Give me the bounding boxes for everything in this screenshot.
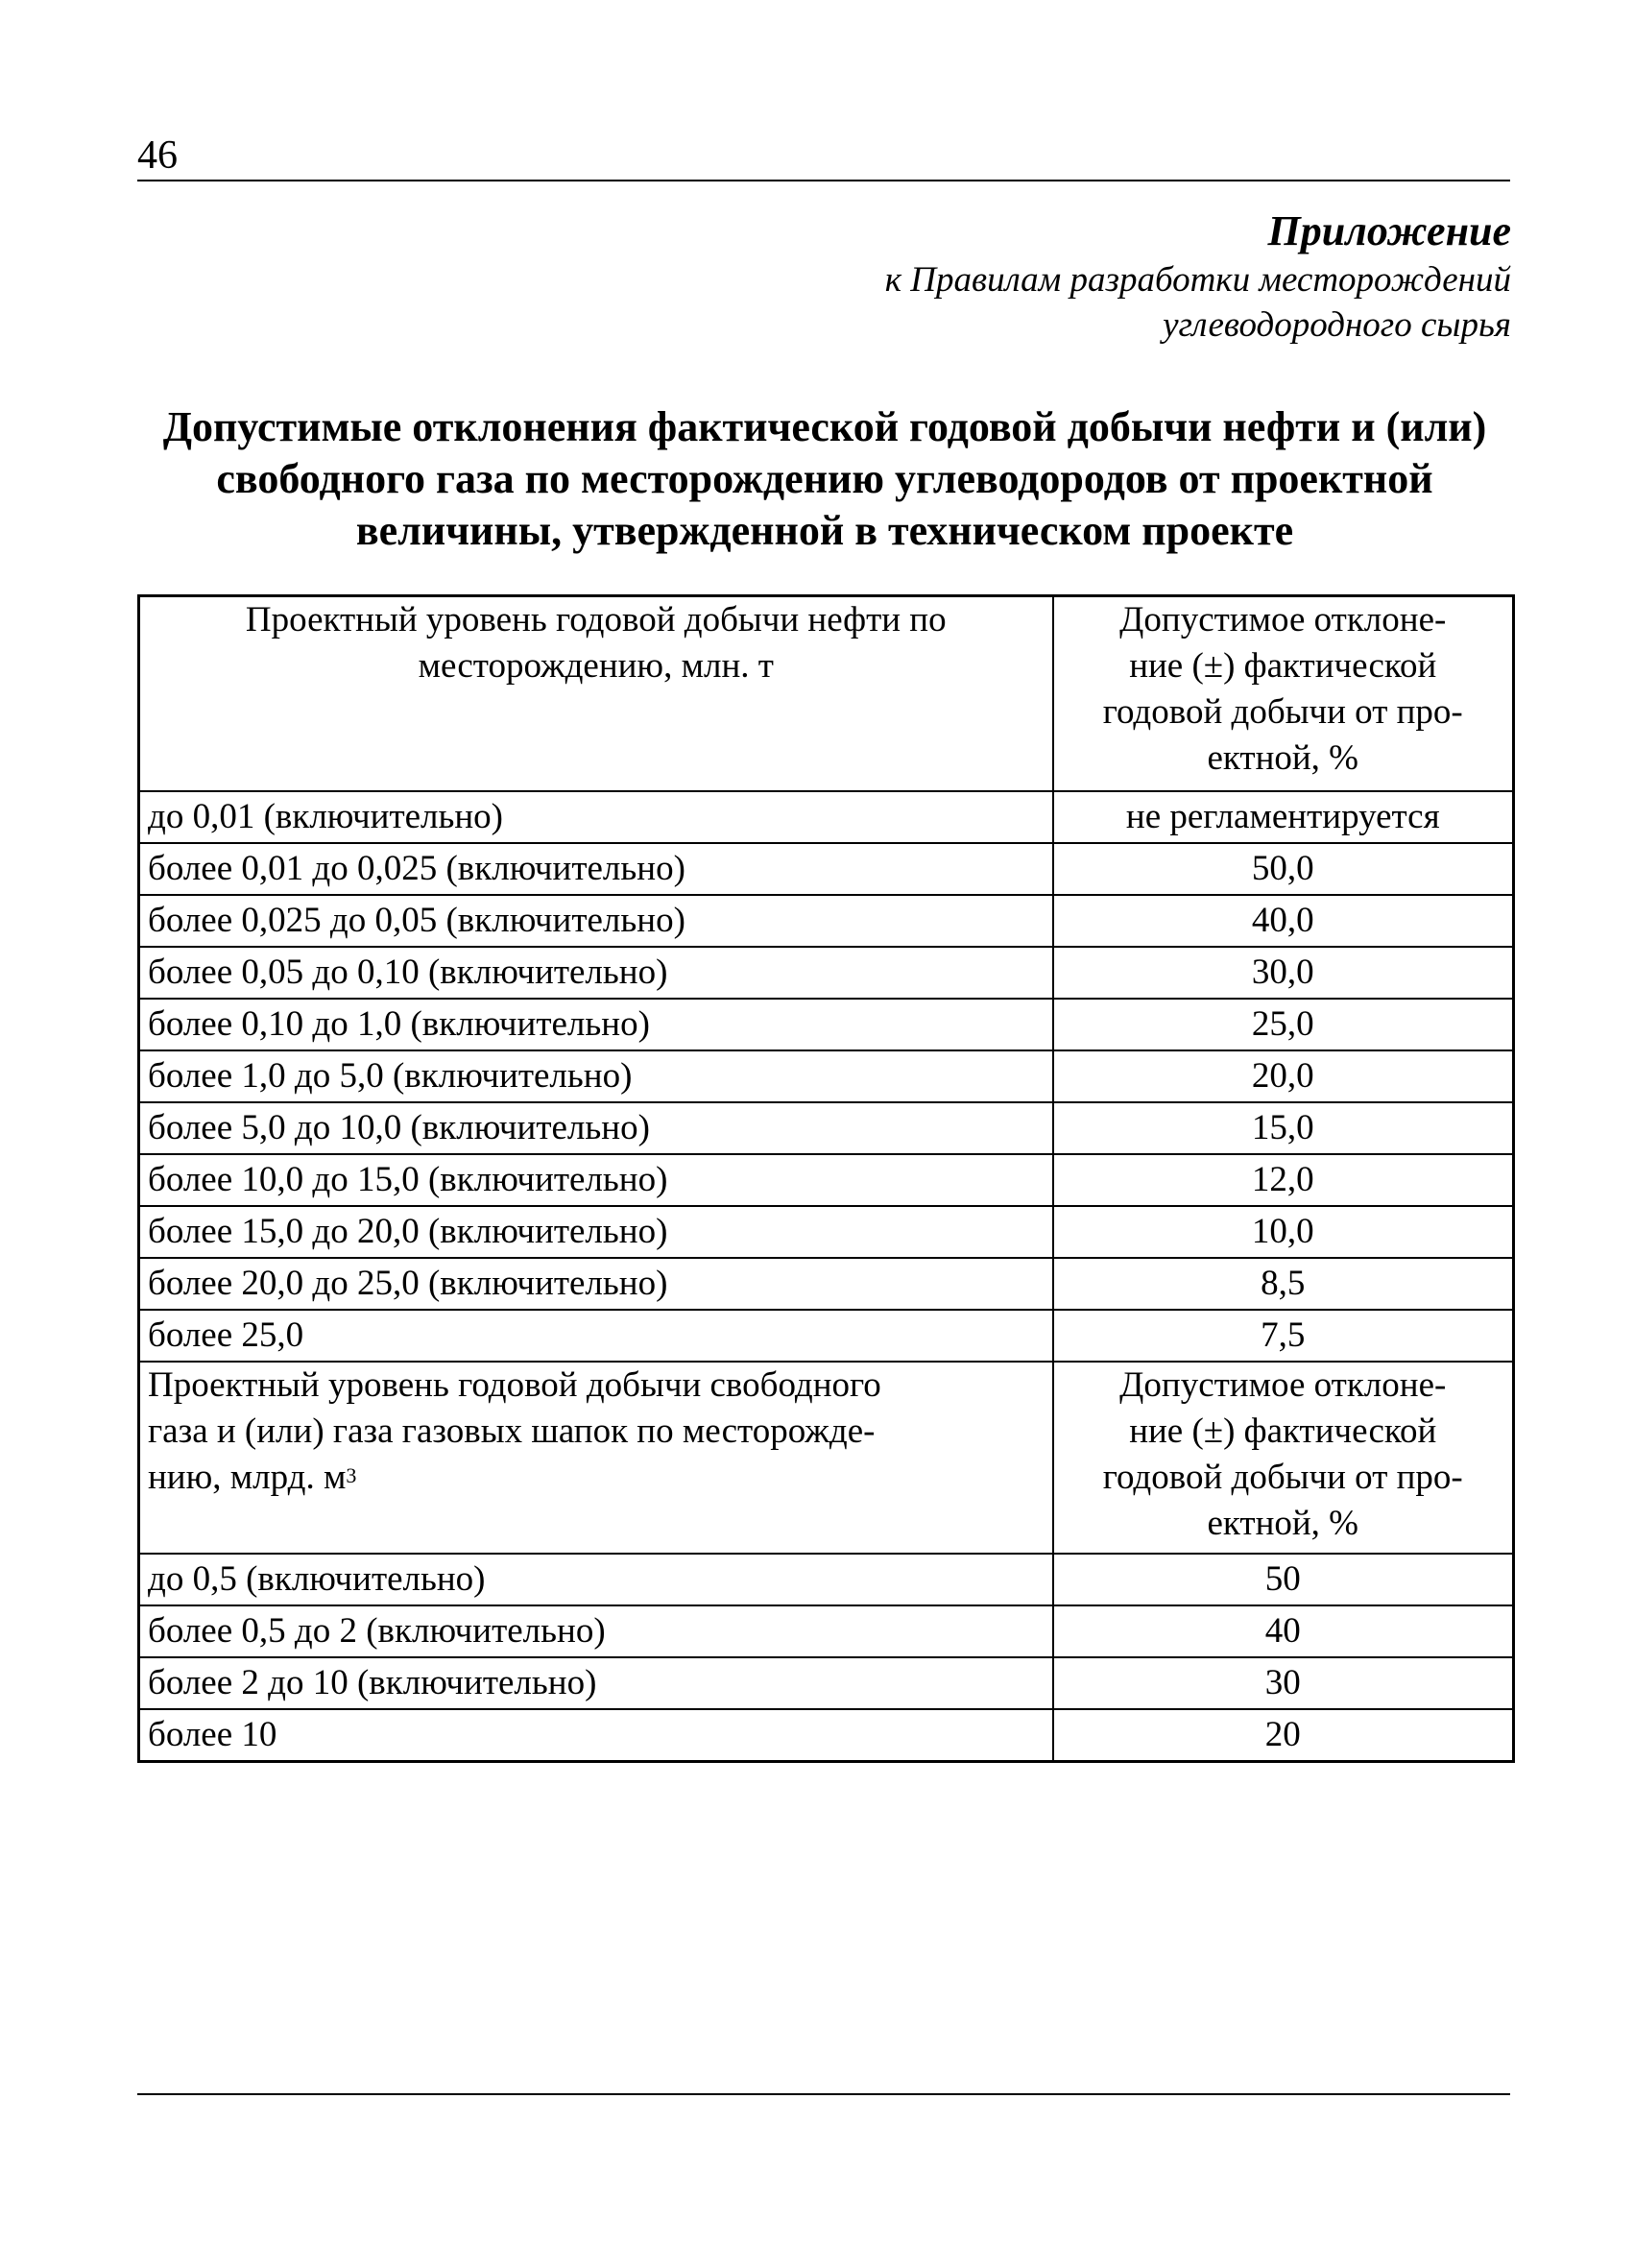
gas-header-right-line3: годовой добычи от про-: [1102, 1457, 1463, 1497]
table-row: [139, 947, 1514, 999]
deviation-cell: 15,0: [1053, 1102, 1514, 1154]
gas-header-left-line2: газа и (или) газа газовых шапок по месторожде-: [148, 1411, 876, 1451]
footer-rule: [137, 2093, 1510, 2095]
table-row: [139, 843, 1514, 895]
deviation-cell: 30,0: [1053, 947, 1514, 999]
deviation-cell: 20: [1053, 1709, 1514, 1762]
page-number: 46: [137, 133, 178, 178]
range-cell: до 0,5 (включительно): [139, 1554, 1053, 1605]
table-row: [139, 895, 1514, 947]
deviation-cell: 7,5: [1053, 1310, 1514, 1362]
oil-header-row: [139, 596, 1514, 791]
range-cell: более 20,0 до 25,0 (включительно): [139, 1258, 1053, 1310]
gas-header-right-line1: Допустимое отклоне-: [1119, 1364, 1447, 1405]
table-row: [139, 1258, 1514, 1310]
oil-header-right-line2: ние (±) фактической: [1129, 646, 1437, 686]
deviation-cell: 25,0: [1053, 999, 1514, 1050]
deviation-cell: 20,0: [1053, 1050, 1514, 1102]
table-row: [139, 1554, 1514, 1605]
oil-header-right-line3: годовой добычи от про-: [1102, 692, 1463, 732]
appendix-subtitle-line1: к Правилам разработки месторождений: [884, 260, 1511, 300]
deviation-table: [137, 594, 1515, 1763]
appendix-block: [455, 205, 1511, 348]
table-row: [139, 1310, 1514, 1362]
deviation-cell: 10,0: [1053, 1206, 1514, 1258]
title-line3: величины, утвержденной в техническом проекте: [355, 507, 1294, 554]
table-row: [139, 1709, 1514, 1762]
gas-header-left-line1: Проектный уровень годовой добычи свободного: [148, 1364, 881, 1405]
range-cell: более 0,01 до 0,025 (включительно): [139, 843, 1053, 895]
table-row: [139, 1206, 1514, 1258]
deviation-cell: 50: [1053, 1554, 1514, 1605]
gas-header-right-line2: ние (±) фактической: [1129, 1411, 1437, 1451]
oil-header-right-line4: ектной, %: [1207, 738, 1358, 778]
range-cell: более 0,05 до 0,10 (включительно): [139, 947, 1053, 999]
appendix-title: Приложение: [1267, 207, 1511, 254]
gas-header-left-line3: [148, 1455, 1045, 1501]
appendix-subtitle-line2: углеводородного сырья: [1163, 305, 1511, 345]
oil-header-right-line1: Допустимое отклоне-: [1119, 600, 1447, 639]
table-row: [139, 1605, 1514, 1657]
range-cell: более 10: [139, 1709, 1053, 1762]
gas-header-unit: нию, млрд. м: [148, 1457, 347, 1497]
gas-header-right: [1053, 1362, 1514, 1554]
deviation-cell: 12,0: [1053, 1154, 1514, 1206]
range-cell: более 10,0 до 15,0 (включительно): [139, 1154, 1053, 1206]
deviation-cell: 50,0: [1053, 843, 1514, 895]
range-cell: более 2 до 10 (включительно): [139, 1657, 1053, 1709]
deviation-cell: 8,5: [1053, 1258, 1514, 1310]
title-line1: Допустимые отклонения фактической годовой добычи нефти и (или): [162, 403, 1487, 450]
gas-header-row: [139, 1362, 1514, 1554]
gas-header-right-line4: ектной, %: [1207, 1503, 1358, 1543]
header-rule: [137, 180, 1510, 181]
range-cell: более 0,5 до 2 (включительно): [139, 1605, 1053, 1657]
deviation-cell: не регламентируется: [1053, 791, 1514, 843]
gas-header-unit-superscript: 3: [346, 1462, 357, 1487]
range-cell: более 1,0 до 5,0 (включительно): [139, 1050, 1053, 1102]
oil-header-left-line1: Проектный уровень годовой добычи нефти по: [245, 600, 947, 639]
range-cell: более 5,0 до 10,0 (включительно): [139, 1102, 1053, 1154]
range-cell: до 0,01 (включительно): [139, 791, 1053, 843]
table-row: [139, 1102, 1514, 1154]
table-row: [139, 1050, 1514, 1102]
range-cell: более 0,025 до 0,05 (включительно): [139, 895, 1053, 947]
deviation-cell: 40,0: [1053, 895, 1514, 947]
table-row: [139, 999, 1514, 1050]
oil-header-left: [139, 596, 1053, 791]
deviation-cell: 40: [1053, 1605, 1514, 1657]
table-row: [139, 791, 1514, 843]
oil-header-right: [1053, 596, 1514, 791]
title-line2: свободного газа по месторождению углеводородов от проектной: [216, 455, 1433, 502]
range-cell: более 25,0: [139, 1310, 1053, 1362]
oil-header-left-line2: месторождению, млн. т: [418, 646, 774, 686]
document-title: [137, 401, 1512, 557]
deviation-cell: 30: [1053, 1657, 1514, 1709]
range-cell: более 15,0 до 20,0 (включительно): [139, 1206, 1053, 1258]
table-row: [139, 1154, 1514, 1206]
gas-header-left: [139, 1362, 1053, 1554]
table-row: [139, 1657, 1514, 1709]
range-cell: более 0,10 до 1,0 (включительно): [139, 999, 1053, 1050]
